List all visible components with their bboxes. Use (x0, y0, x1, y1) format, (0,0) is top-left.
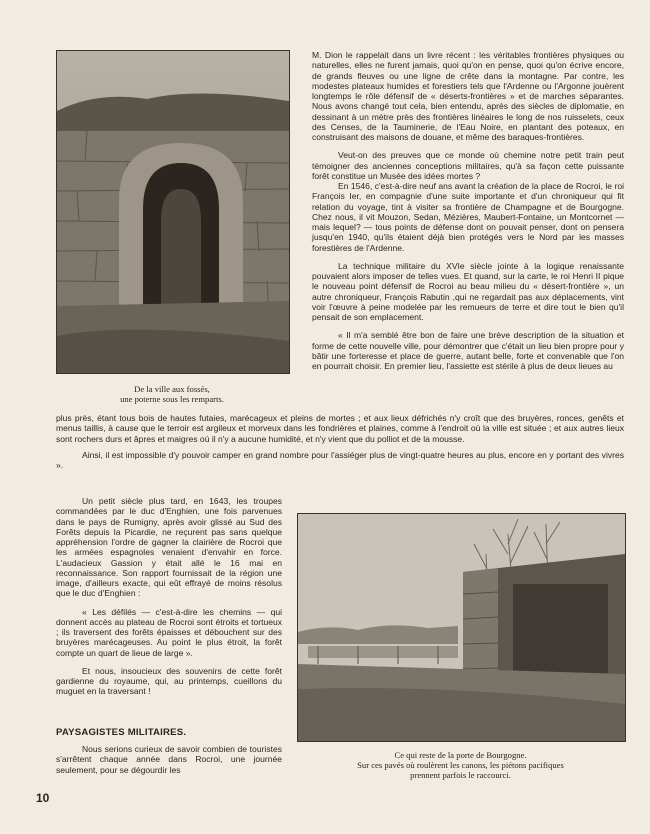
paragraph: Veut-on des preuves que ce monde où chemine notre petit train peut témoigner des anciennes conceptions militaires, qu'à sa façon cette puissante forêt constitue un Musée des idées mortes ? (312, 150, 624, 181)
paragraph: « Il m'a semblé être bon de faire une brève description de la situation et forme de cette nouvelle ville, pour démontrer que c'était un lieu bien propre pour y bâtir une forteresse et place de guerre, autant belle, forte et convenable que l'on en pourrait choisir. En premier lieu, l'assiette est stérile à plus de deux lieues au (312, 330, 624, 371)
ruined-gate-photo-icon (298, 514, 625, 741)
figure1-caption (56, 384, 288, 404)
full-width-text (56, 413, 624, 470)
figure2-caption-line3: prennent parfois le raccourci. (410, 770, 511, 780)
paragraph: La technique militaire du XVIe siècle jointe à la logique renaissante pouvaient alors imposer de telles vues. Et quand, sur la carte, le roi Henri II pique le nouveau point défensif de Rocroi au beau milieu du « désert-frontière », un autre chroniqueur, François Rabutin ,qui ne regardait pas aux déplacements, vint voir l'œuvre à peine modelée par les remueurs de terre et dire tout le bien qu'il pensait de son emplacement. (312, 260, 624, 322)
paragraph: Ainsi, il est impossible d'y pouvoir camper en grand nombre pour l'assiéger plus de vingt-quatre heures au plus, encore en y portant des vivres ». (56, 449, 624, 470)
stone-archway-photo-icon (57, 51, 289, 373)
paragraph: Un petit siècle plus tard, en 1643, les troupes commandées par le duc d'Enghien, une fois parvenues dans le pays de Rumigny, après avoir glissé au Sud des Forêts depuis la Picardie, ne reçurent pas sans quelque appréhension l'ordre de gagner la clairière de Rocroi que les armées espagnoles venaient d'envahir en force. L'audacieux Gassion y était allé le 16 mai en reconnaissance. Son rapport fournissait de la région une image, d'ailleurs exacte, qui eût effrayé de moins résolus que le duc d'Enghien : (56, 496, 282, 599)
paragraph: plus près, étant tous bois de hautes futaies, marécageux et pleins de mortes ; et aux lieux défrichés n'y croît que des bruyères, ronces, genêts et menus taillis, à cause que le terroir est argileux et morveux dans les fondrières et plaines, comme à l'endroit où la ville est située ; et aux autres lieux sont rochers durs et âpres et maigres où il n'y a aucune humidité, et n'y vient que du polliot et de la mousse. (56, 413, 624, 444)
figure1-caption-line2: une poterne sous les remparts. (120, 394, 224, 404)
paragraph: M. Dion le rappelait dans un livre récent : les véritables frontières physiques ou naturelles, elles ne furent jamais, quoi qu'on en pense, quoi qu'on écrive encore, de grands fleuves ou une ligne de crête dans la montagne. Par contre, les modestes plateaux humides et forestiers tels que l'Ardenne ou l'Argonne jouèrent longtemps le rôle défensif de « déserts-frontières » et de marches séparantes. Nous avons changé tout cela, bien entendu, après des siècles de diplomatie, en dessinant à un mètre près des frontières linéaires le long de nos ruisselets, ceux des Censes, de la Tauminerie, de l'Eau Noire, en plantant des poteaux, en construisant des maisons de douane, et même des baraques-frontières. (312, 50, 624, 142)
paragraph: Nous serions curieux de savoir combien de touristes s'arrêtent chaque année dans Rocroi, une journée seulement, pour se dégourdir les (56, 744, 282, 775)
figure-poterne-photo (56, 50, 290, 374)
paragraph: « Les défilés — c'est-à-dire les chemins — qui donnent accès au plateau de Rocroi sont étroits et tortueux ; ils traversent des forêts épaisses et débouchent sur des bruyères marécageuses. Au point le plus étroit, la forêt compte un quart de lieue de large ». (56, 606, 282, 658)
paragraph: Et nous, insoucieux des souvenirs de cette forêt gardienne du royaume, qui, au printemps, cueillons du muguet en la traversant ! (56, 665, 282, 697)
figure1-caption-line1: De la ville aux fossés, (134, 384, 210, 394)
left-column-text (56, 496, 282, 697)
figure2-caption (297, 750, 624, 780)
section-text (56, 744, 282, 775)
page-number: 10 (36, 791, 50, 805)
figure2-caption-line2: Sur ces pavés où roulèrent les canons, les piétons pacifiques (357, 760, 564, 770)
section-heading: PAYSAGISTES MILITAIRES. (56, 727, 187, 738)
right-column-text (312, 50, 624, 371)
figure-porte-bourgogne-photo (297, 513, 626, 742)
figure2-caption-line1: Ce qui reste de la porte de Bourgogne. (394, 750, 527, 760)
paragraph: En 1546, c'est-à-dire neuf ans avant la création de la place de Rocroi, le roi François Ier, en compagnie d'une suite importante et d'un chroniqueur qui fit relation du voyage, tint à visiter sa frontière de Champagne et de Bourgogne. Chez nous, il vit Mouzon, Sedan, Mézières, Maubert-Fontaine, un Montcornet — mais lequel? — tous points de défense dont on pouvait penser, dont on pensera jusqu'en 1940, qu'ils étaient déjà bien protégés vers le Nord par les masses forestières de l'Ardenne. (312, 181, 624, 253)
